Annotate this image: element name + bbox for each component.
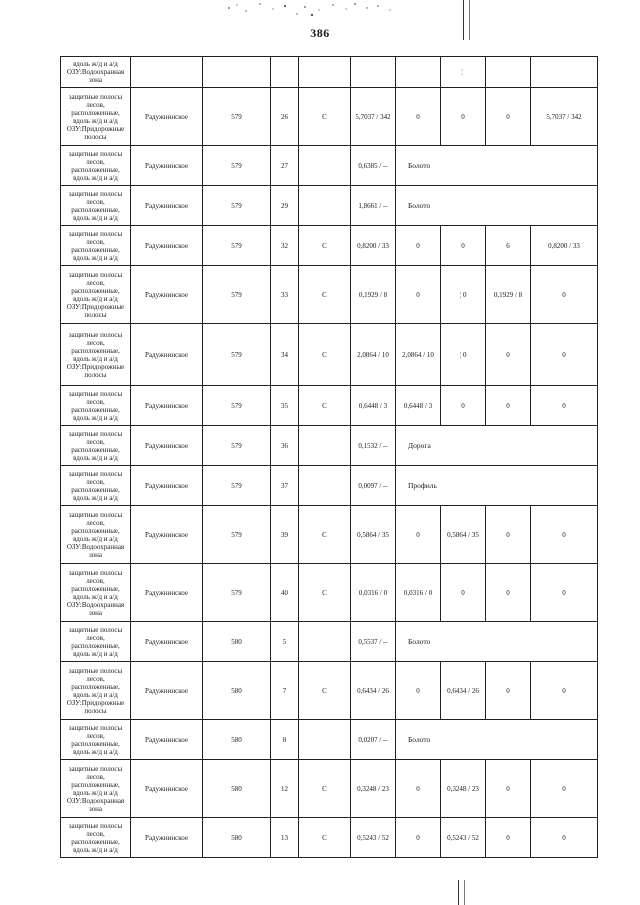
note-cell bbox=[396, 622, 598, 662]
area-cell: 0,6448 / 3 bbox=[351, 386, 396, 426]
note-text: Болото bbox=[408, 734, 431, 744]
value-cell: 0,1929 / 8 bbox=[486, 266, 531, 324]
quarter-cell: 580 bbox=[203, 760, 271, 818]
value-cell: 0 bbox=[531, 506, 598, 564]
area-cell: 0,0097 / -- bbox=[351, 466, 396, 506]
value-cell: 0 bbox=[531, 564, 598, 622]
section-cell: 13 bbox=[271, 818, 299, 858]
quarter-cell: 579 bbox=[203, 426, 271, 466]
scan-gutter-line bbox=[463, 0, 464, 40]
area-cell bbox=[351, 57, 396, 88]
district-cell: Радужнинское bbox=[131, 760, 203, 818]
table-row bbox=[61, 386, 598, 426]
district-cell: Радужнинское bbox=[131, 186, 203, 226]
area-cell: 0,5243 / 52 bbox=[351, 818, 396, 858]
table-row bbox=[61, 57, 598, 88]
table-row bbox=[61, 720, 598, 760]
table-row bbox=[61, 662, 598, 720]
area-cell: 0,6434 / 26 bbox=[351, 662, 396, 720]
category-cell bbox=[299, 720, 351, 760]
quarter-cell: 579 bbox=[203, 226, 271, 266]
category-cell: С bbox=[299, 818, 351, 858]
note-cell bbox=[396, 146, 598, 186]
value-cell: 0,5864 / 35 bbox=[441, 506, 486, 564]
protection-category-cell: защитные полосы лесов, расположенные, вдоль ж/д и а/д bbox=[61, 386, 131, 426]
table-row bbox=[61, 506, 598, 564]
district-cell: Радужнинское bbox=[131, 266, 203, 324]
quarter-cell: 579 bbox=[203, 466, 271, 506]
section-cell: 7 bbox=[271, 662, 299, 720]
category-cell bbox=[299, 622, 351, 662]
protection-category-cell: защитные полосы лесов, расположенные, вдоль ж/д и а/д ОЗУ:Водоохранная зона bbox=[61, 564, 131, 622]
category-cell: С bbox=[299, 324, 351, 386]
district-cell: Радужнинское bbox=[131, 426, 203, 466]
protection-category-cell: защитные полосы лесов, расположенные, вдоль ж/д и а/д ОЗУ:Придорожные полосы bbox=[61, 88, 131, 146]
protection-category-cell: защитные полосы лесов, расположенные, вдоль ж/д и а/д ОЗУ:Водоохранная зона bbox=[61, 506, 131, 564]
section-cell: 34 bbox=[271, 324, 299, 386]
value-cell: 2,0864 / 10 bbox=[396, 324, 441, 386]
quarter-cell: 580 bbox=[203, 622, 271, 662]
section-cell: 29 bbox=[271, 186, 299, 226]
quarter-cell: 579 bbox=[203, 186, 271, 226]
section-cell: 35 bbox=[271, 386, 299, 426]
quarter-cell: 579 bbox=[203, 146, 271, 186]
value-cell: 0 bbox=[396, 226, 441, 266]
scan-noise bbox=[215, 0, 405, 22]
category-cell: С bbox=[299, 662, 351, 720]
protection-category-cell: защитные полосы лесов, расположенные, вдоль ж/д и а/д bbox=[61, 426, 131, 466]
value-cell: 0 bbox=[486, 88, 531, 146]
category-cell bbox=[299, 466, 351, 506]
category-cell: С bbox=[299, 266, 351, 324]
quarter-cell: 579 bbox=[203, 88, 271, 146]
category-cell: С bbox=[299, 564, 351, 622]
value-cell: ¦ 0 bbox=[441, 266, 486, 324]
value-cell: 0 bbox=[486, 506, 531, 564]
area-cell: 0,8200 / 33 bbox=[351, 226, 396, 266]
value-cell: 0 bbox=[441, 226, 486, 266]
value-cell: 0 bbox=[486, 564, 531, 622]
value-cell: 0,0316 / 0 bbox=[396, 564, 441, 622]
section-cell: 37 bbox=[271, 466, 299, 506]
note-text: Болото bbox=[408, 636, 431, 646]
quarter-cell: 580 bbox=[203, 818, 271, 858]
value-cell: 0,8200 / 33 bbox=[531, 226, 598, 266]
quarter-cell: 579 bbox=[203, 506, 271, 564]
section-cell: 26 bbox=[271, 88, 299, 146]
protection-category-cell: вдоль ж/д и а/д ОЗУ:Водоохранная зона bbox=[61, 57, 131, 88]
area-cell: 0,6385 / -- bbox=[351, 146, 396, 186]
protection-category-cell: защитные полосы лесов, расположенные, вдоль ж/д и а/д bbox=[61, 186, 131, 226]
district-cell: Радужнинское bbox=[131, 386, 203, 426]
section-cell: 27 bbox=[271, 146, 299, 186]
value-cell: 0 bbox=[486, 386, 531, 426]
note-text: Болото bbox=[408, 200, 431, 210]
value-cell: 0 bbox=[396, 662, 441, 720]
category-cell bbox=[299, 186, 351, 226]
value-cell: 0 bbox=[396, 266, 441, 324]
section-cell: 32 bbox=[271, 226, 299, 266]
table-row bbox=[61, 324, 598, 386]
area-cell: 0,0207 / -- bbox=[351, 720, 396, 760]
forest-plots-table bbox=[60, 56, 598, 858]
section-cell: 36 bbox=[271, 426, 299, 466]
value-cell bbox=[486, 57, 531, 88]
category-cell bbox=[299, 57, 351, 88]
value-cell: 0,6434 / 26 bbox=[441, 662, 486, 720]
value-cell: 0 bbox=[396, 506, 441, 564]
value-cell bbox=[441, 57, 486, 88]
category-cell: С bbox=[299, 506, 351, 564]
note-cell bbox=[396, 426, 598, 466]
category-cell bbox=[299, 426, 351, 466]
quarter-cell: 579 bbox=[203, 324, 271, 386]
table-row bbox=[61, 88, 598, 146]
table-row bbox=[61, 146, 598, 186]
table-row bbox=[61, 226, 598, 266]
protection-category-cell: защитные полосы лесов, расположенные, вдоль ж/д и а/д bbox=[61, 226, 131, 266]
district-cell: Радужнинское bbox=[131, 564, 203, 622]
district-cell bbox=[131, 57, 203, 88]
value-cell: 0 bbox=[486, 760, 531, 818]
district-cell: Радужнинское bbox=[131, 622, 203, 662]
area-cell: 0,5537 / -- bbox=[351, 622, 396, 662]
section-cell: 5 bbox=[271, 622, 299, 662]
district-cell: Радужнинское bbox=[131, 662, 203, 720]
protection-category-cell: защитные полосы лесов, расположенные, вдоль ж/д и а/д ОЗУ:Придорожные полосы bbox=[61, 662, 131, 720]
value-cell: 0 bbox=[531, 662, 598, 720]
value-cell: 6 bbox=[486, 226, 531, 266]
value-cell: 0 bbox=[441, 386, 486, 426]
quarter-cell: 579 bbox=[203, 386, 271, 426]
area-cell: 0,5864 / 35 bbox=[351, 506, 396, 564]
category-cell: С bbox=[299, 226, 351, 266]
value-cell: 0 bbox=[441, 88, 486, 146]
section-cell: 40 bbox=[271, 564, 299, 622]
value-cell: 0 bbox=[396, 88, 441, 146]
quarter-cell: 579 bbox=[203, 266, 271, 324]
protection-category-cell: защитные полосы лесов, расположенные, вдоль ж/д и а/д bbox=[61, 622, 131, 662]
value-cell: 0,3248 / 23 bbox=[441, 760, 486, 818]
protection-category-cell: защитные полосы лесов, расположенные, вдоль ж/д и а/д bbox=[61, 818, 131, 858]
value-cell: 0 bbox=[531, 818, 598, 858]
protection-category-cell: защитные полосы лесов, расположенные, вдоль ж/д и а/д ОЗУ:Водоохранная зона bbox=[61, 760, 131, 818]
note-cell bbox=[396, 720, 598, 760]
value-cell: 0 bbox=[486, 662, 531, 720]
quarter-cell: 579 bbox=[203, 564, 271, 622]
value-cell: 0 bbox=[441, 564, 486, 622]
district-cell: Радужнинское bbox=[131, 506, 203, 564]
note-text: Дорога bbox=[408, 440, 431, 450]
district-cell: Радужнинское bbox=[131, 226, 203, 266]
table-row bbox=[61, 622, 598, 662]
section-cell: 33 bbox=[271, 266, 299, 324]
protection-category-cell: защитные полосы лесов, расположенные, вдоль ж/д и а/д bbox=[61, 466, 131, 506]
protection-category-cell: защитные полосы лесов, расположенные, вдоль ж/д и а/д bbox=[61, 720, 131, 760]
area-cell: 0,1929 / 8 bbox=[351, 266, 396, 324]
category-cell: С bbox=[299, 386, 351, 426]
quarter-cell: 580 bbox=[203, 720, 271, 760]
note-cell bbox=[396, 186, 598, 226]
district-cell: Радужнинское bbox=[131, 818, 203, 858]
value-cell: ¦ 0 bbox=[441, 324, 486, 386]
district-cell: Радужнинское bbox=[131, 146, 203, 186]
section-cell: 39 bbox=[271, 506, 299, 564]
scan-gutter-line bbox=[458, 880, 459, 905]
scan-gutter-line bbox=[469, 0, 470, 40]
value-cell: 0 bbox=[531, 386, 598, 426]
district-cell: Радужнинское bbox=[131, 466, 203, 506]
protection-category-cell: защитные полосы лесов, расположенные, вдоль ж/д и а/д bbox=[61, 146, 131, 186]
district-cell: Радужнинское bbox=[131, 88, 203, 146]
value-cell: 0 bbox=[531, 266, 598, 324]
value-cell: 0,6448 / 3 bbox=[396, 386, 441, 426]
table-row bbox=[61, 564, 598, 622]
table-row bbox=[61, 760, 598, 818]
table-row bbox=[61, 466, 598, 506]
note-text: Болото bbox=[408, 160, 431, 170]
note-text: Профиль bbox=[408, 480, 437, 490]
scan-gutter-line bbox=[464, 880, 465, 905]
value-cell: 0 bbox=[486, 324, 531, 386]
category-cell: С bbox=[299, 760, 351, 818]
value-cell: 0 bbox=[531, 324, 598, 386]
area-cell: 5,7037 / 342 bbox=[351, 88, 396, 146]
district-cell: Радужнинское bbox=[131, 720, 203, 760]
category-cell: С bbox=[299, 88, 351, 146]
table-row bbox=[61, 818, 598, 858]
quarter-cell bbox=[203, 57, 271, 88]
protection-category-cell: защитные полосы лесов, расположенные, вдоль ж/д и а/д ОЗУ:Придорожные полосы bbox=[61, 324, 131, 386]
value-cell: 5,7037 / 342 bbox=[531, 88, 598, 146]
value-cell bbox=[531, 57, 598, 88]
value-cell: 0,5243 / 52 bbox=[441, 818, 486, 858]
area-cell: 1,8661 / -- bbox=[351, 186, 396, 226]
page-number: 386 bbox=[310, 26, 330, 40]
value-cell bbox=[396, 57, 441, 88]
protection-category-cell: защитные полосы лесов, расположенные, вдоль ж/д и а/д ОЗУ:Придорожные полосы bbox=[61, 266, 131, 324]
note-cell bbox=[396, 466, 598, 506]
value-cell: 0 bbox=[396, 818, 441, 858]
district-cell: Радужнинское bbox=[131, 324, 203, 386]
quarter-cell: 580 bbox=[203, 662, 271, 720]
section-cell: 8 bbox=[271, 720, 299, 760]
table-row bbox=[61, 186, 598, 226]
section-cell bbox=[271, 57, 299, 88]
table-row bbox=[61, 266, 598, 324]
area-cell: 0,1532 / -- bbox=[351, 426, 396, 466]
value-cell: 0 bbox=[531, 760, 598, 818]
section-cell: 12 bbox=[271, 760, 299, 818]
value-cell: 0 bbox=[396, 760, 441, 818]
table-row bbox=[61, 426, 598, 466]
value-cell: 0 bbox=[486, 818, 531, 858]
area-cell: 0,0316 / 0 bbox=[351, 564, 396, 622]
area-cell: 2,0864 / 10 bbox=[351, 324, 396, 386]
category-cell bbox=[299, 146, 351, 186]
area-cell: 0,3248 / 23 bbox=[351, 760, 396, 818]
